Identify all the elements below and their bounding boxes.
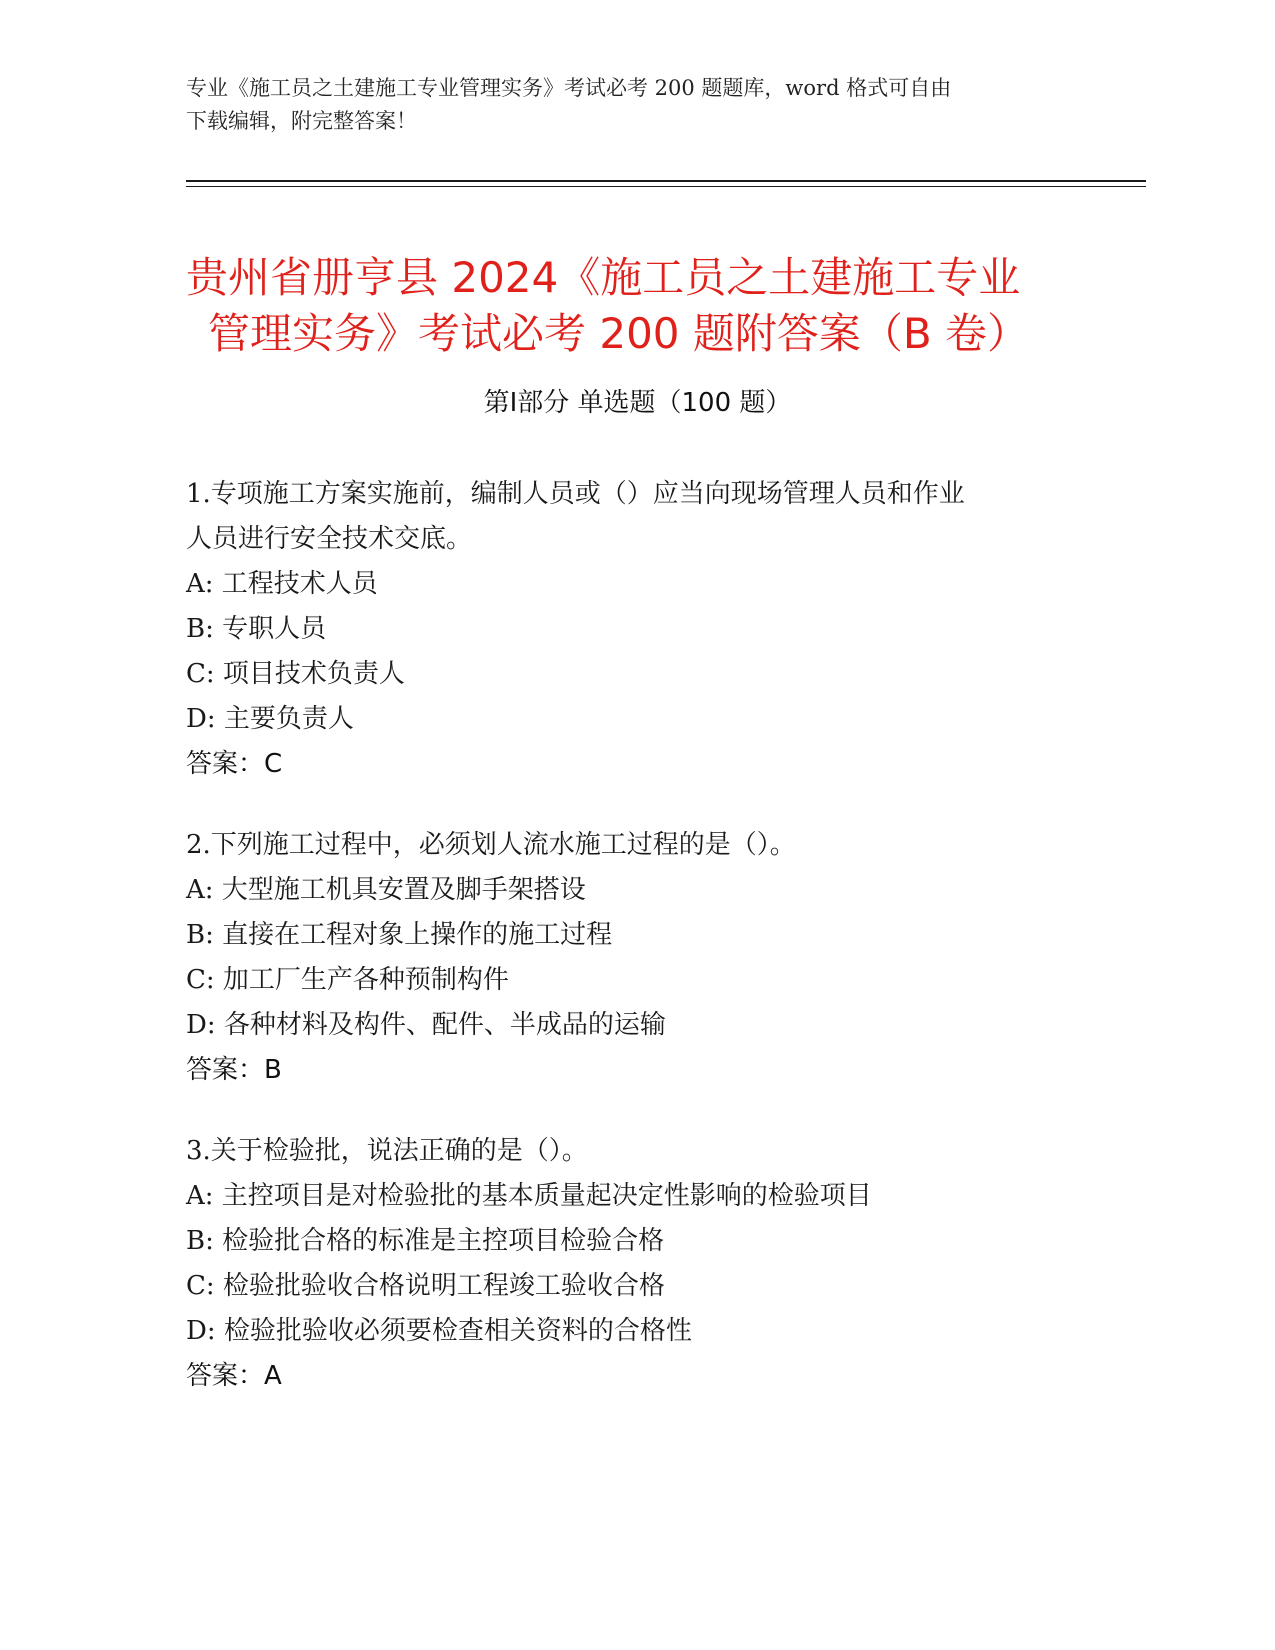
document-title [186, 250, 1146, 362]
header-divider-thin [186, 186, 1146, 187]
question-stem-line-1: 1.专项施工方案实施前，编制人员或（）应当向现场管理人员和作业 [186, 479, 965, 509]
option-a: A: 主控项目是对检验批的基本质量起决定性影响的检验项目 [186, 1181, 872, 1211]
question-stem-line-1: 3.关于检验批，说法正确的是（）。 [186, 1136, 588, 1166]
answer: 答案：B [186, 1055, 282, 1085]
question-list [186, 472, 1086, 1435]
header-note [186, 72, 1086, 138]
header-note-line-2: 下载编辑，附完整答案！ [186, 109, 417, 133]
option-d: D: 检验批验收必须要检查相关资料的合格性 [186, 1316, 692, 1346]
option-a: A: 工程技术人员 [186, 569, 378, 599]
document-title-line-2: 管理实务》考试必考 200 题附答案（B 卷） [208, 309, 1030, 359]
option-a: A: 大型施工机具安置及脚手架搭设 [186, 875, 586, 905]
option-c: C: 加工厂生产各种预制构件 [186, 965, 509, 995]
question-stem [186, 472, 1086, 562]
answer: 答案：C [186, 749, 283, 779]
question-2 [186, 823, 1086, 1093]
section-heading: 第Ⅰ部分 单选题（100 题） [483, 388, 792, 418]
option-b: B: 直接在工程对象上操作的施工过程 [186, 920, 613, 950]
header-note-line-1: 专业《施工员之土建施工专业管理实务》考试必考 200 题题库，word 格式可自由 [186, 76, 952, 100]
option-d: D: 各种材料及构件、配件、半成品的运输 [186, 1010, 666, 1040]
answer: 答案：A [186, 1361, 282, 1391]
question-stem-line-2: 人员进行安全技术交底。 [186, 524, 473, 554]
option-b: B: 专职人员 [186, 614, 327, 644]
question-stem-line-1: 2.下列施工过程中，必须划人流水施工过程的是（）。 [186, 830, 796, 860]
question-stem [186, 823, 1086, 868]
option-c: C: 项目技术负责人 [186, 659, 405, 689]
document-title-line-1: 贵州省册亨县 2024《施工员之土建施工专业 [186, 253, 1021, 303]
question-1 [186, 472, 1086, 787]
option-d: D: 主要负责人 [186, 704, 354, 734]
option-c: C: 检验批验收合格说明工程竣工验收合格 [186, 1271, 665, 1301]
question-3 [186, 1129, 1086, 1399]
option-b: B: 检验批合格的标准是主控项目检验合格 [186, 1226, 665, 1256]
question-stem [186, 1129, 1086, 1174]
header-divider-thick [186, 180, 1146, 182]
